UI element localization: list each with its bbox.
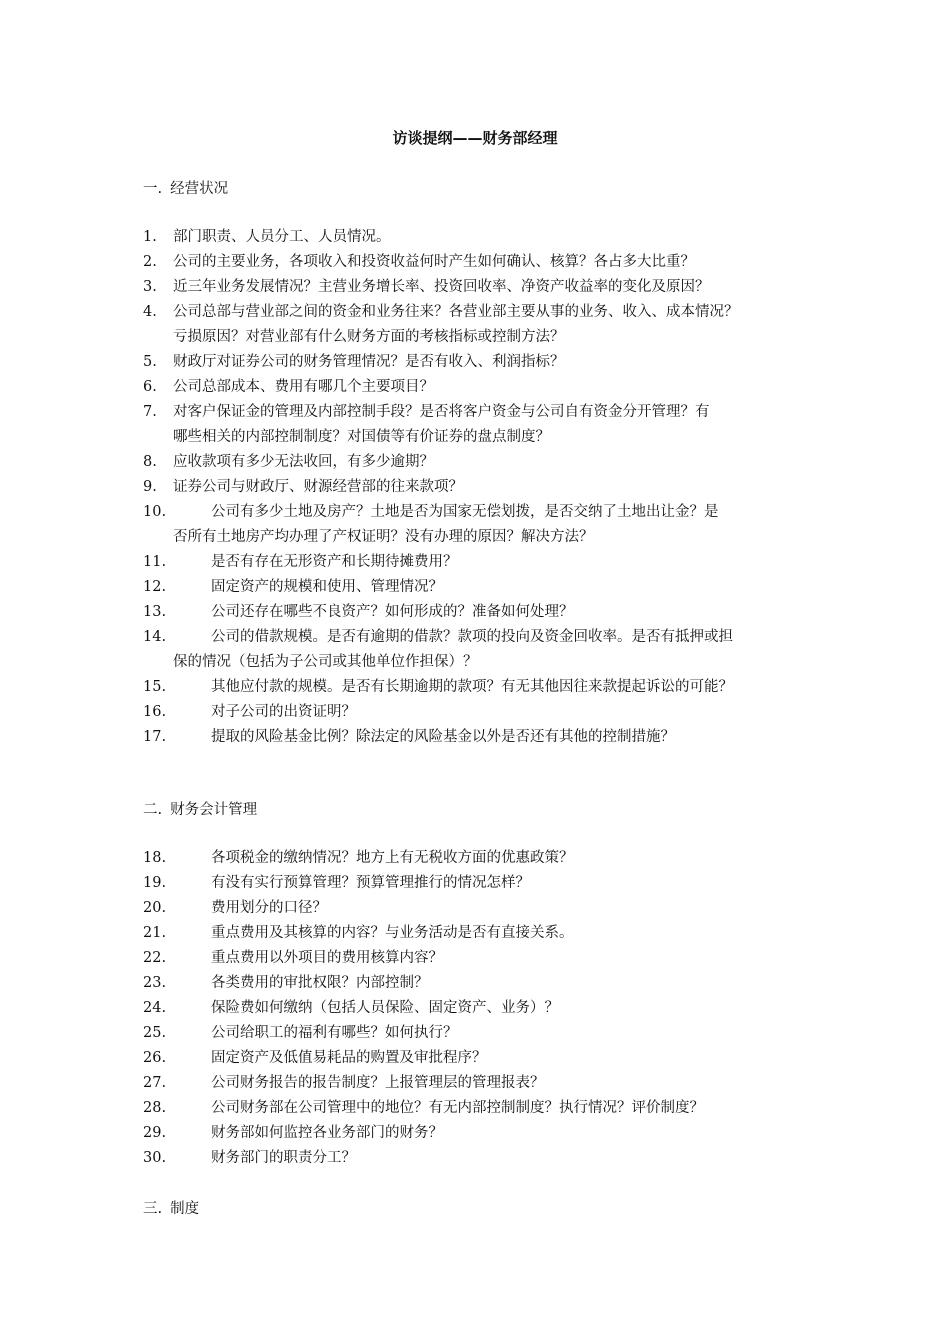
item-number: 15.: [143, 679, 167, 695]
item-number: 16.: [143, 704, 167, 720]
list-item: [143, 871, 833, 896]
item-number: 30.: [143, 1150, 167, 1166]
item-continuation-line: 哪些相关的内部控制制度？对国债等有价证券的盘点制度？: [173, 429, 550, 445]
item-number: 3.: [143, 279, 157, 295]
section-number: 三.: [143, 1201, 163, 1217]
item-line: 是否有存在无形资产和长期待摊费用？: [211, 554, 458, 570]
item-line: 费用划分的口径？: [211, 900, 327, 916]
item-number: 28.: [143, 1100, 167, 1116]
item-number: 7.: [143, 404, 157, 420]
item-line: 公司总部与营业部之间的资金和业务往来？各营业部主要从事的业务、收入、成本情况？: [173, 304, 739, 320]
item-line: 各类费用的审批权限？内部控制？: [211, 975, 429, 991]
item-line: 近三年业务发展情况？主营业务增长率、投资回收率、净资产收益率的变化及原因？: [173, 279, 710, 295]
item-text: [143, 450, 833, 475]
item-line: 公司给职工的福利有哪些？如何执行？: [211, 1025, 458, 1041]
item-line: 固定资产及低值易耗品的购置及审批程序？: [211, 1050, 487, 1066]
item-line: 证券公司与财政厅、财源经营部的往来款项？: [173, 479, 463, 495]
list-item: [143, 375, 833, 400]
list-item: [143, 225, 833, 250]
item-line: 公司财务部在公司管理中的地位？有无内部控制制度？执行情况？评价制度？: [211, 1100, 704, 1116]
list-item: [143, 625, 833, 675]
item-text: [143, 971, 833, 996]
section-title: 制度: [170, 1201, 200, 1217]
list-item: [143, 971, 833, 996]
item-text: [143, 625, 833, 675]
item-line: 公司还存在哪些不良资产？如何形成的？准备如何处理？: [211, 604, 574, 620]
list-item: [143, 896, 833, 921]
item-text: [143, 275, 833, 300]
list-item: [143, 725, 833, 750]
item-text: [143, 846, 833, 871]
item-number: 1.: [143, 229, 157, 245]
item-line: 有没有实行预算管理？预算管理推行的情况怎样？: [211, 875, 530, 891]
item-number: 23.: [143, 975, 167, 991]
item-number: 4.: [143, 304, 157, 320]
list-item: [143, 946, 833, 971]
section-number: 二.: [143, 802, 163, 818]
item-text: [143, 675, 833, 700]
item-text: [143, 550, 833, 575]
item-line: 提取的风险基金比例？除法定的风险基金以外是否还有其他的控制措施？: [211, 729, 675, 745]
item-number: 13.: [143, 604, 167, 620]
list-item: [143, 550, 833, 575]
item-text: [143, 500, 833, 550]
item-line: 重点费用及其核算的内容？与业务活动是否有直接关系。: [211, 925, 574, 941]
list-item: [143, 400, 833, 450]
item-line: 部门职责、人员分工、人员情况。: [173, 229, 391, 245]
section-number: 一.: [143, 181, 163, 197]
section-heading-2: [143, 798, 257, 819]
item-text: [143, 300, 833, 350]
item-line: 其他应付款的规模。是否有长期逾期的款项？有无其他因往来款提起诉讼的可能？: [211, 679, 733, 695]
item-line: 财务部门的职责分工？: [211, 1150, 356, 1166]
section-title: 财务会计管理: [170, 802, 258, 818]
item-line: 保险费如何缴纳（包括人员保险、固定资产、业务）？: [211, 1000, 559, 1016]
item-line: 重点费用以外项目的费用核算内容？: [211, 950, 443, 966]
item-line: 对子公司的出资证明？: [211, 704, 356, 720]
list-item: [143, 500, 833, 550]
item-line: 应收款项有多少无法收回，有多少逾期？: [173, 454, 434, 470]
list-item: [143, 921, 833, 946]
list-item: [143, 700, 833, 725]
item-line: 财务部如何监控各业务部门的财务？: [211, 1125, 443, 1141]
section-1-list: [143, 225, 833, 750]
item-text: [143, 946, 833, 971]
item-number: 6.: [143, 379, 157, 395]
list-item: [143, 1121, 833, 1146]
list-item: [143, 996, 833, 1021]
item-text: [143, 725, 833, 750]
section-heading-3: [143, 1197, 199, 1218]
item-line: 公司总部成本、费用有哪几个主要项目？: [173, 379, 434, 395]
item-number: 22.: [143, 950, 167, 966]
list-item: [143, 1021, 833, 1046]
item-number: 14.: [143, 629, 167, 645]
item-line: 固定资产的规模和使用、管理情况？: [211, 579, 443, 595]
item-number: 25.: [143, 1025, 167, 1041]
item-text: [143, 1071, 833, 1096]
item-continuation-line: 保的情况（包括为子公司或其他单位作担保）？: [173, 654, 478, 670]
item-number: 19.: [143, 875, 167, 891]
item-line: 公司有多少土地及房产？土地是否为国家无偿划拨，是否交纳了土地出让金？是: [211, 504, 719, 520]
item-number: 26.: [143, 1050, 167, 1066]
item-text: [143, 575, 833, 600]
item-number: 24.: [143, 1000, 167, 1016]
item-continuation-line: 亏损原因？对营业部有什么财务方面的考核指标或控制方法？: [173, 329, 565, 345]
item-text: [143, 1021, 833, 1046]
list-item: [143, 275, 833, 300]
item-continuation-line: 否所有土地房产均办理了产权证明？没有办理的原因？解决方法？: [173, 529, 594, 545]
item-number: 18.: [143, 850, 167, 866]
item-number: 9.: [143, 479, 157, 495]
section-2-list: [143, 846, 833, 1171]
list-item: [143, 350, 833, 375]
item-text: [143, 475, 833, 500]
item-line: 公司财务报告的报告制度？上报管理层的管理报表？: [211, 1075, 545, 1091]
list-item: [143, 450, 833, 475]
page-title: 访谈提纲——财务部经理: [392, 129, 558, 147]
item-text: [143, 996, 833, 1021]
item-number: 10.: [143, 504, 167, 520]
item-text: [143, 871, 833, 896]
item-text: [143, 1046, 833, 1071]
item-number: 17.: [143, 729, 167, 745]
list-item: [143, 1046, 833, 1071]
list-item: [143, 600, 833, 625]
item-line: 对客户保证金的管理及内部控制手段？是否将客户资金与公司自有资金分开管理？有: [173, 404, 710, 420]
list-item: [143, 250, 833, 275]
item-text: [143, 350, 833, 375]
item-text: [143, 1121, 833, 1146]
item-text: [143, 375, 833, 400]
item-number: 5.: [143, 354, 157, 370]
list-item: [143, 300, 833, 350]
item-line: 公司的借款规模。是否有逾期的借款？款项的投向及资金回收率。是否有抵押或担: [211, 629, 733, 645]
item-number: 2.: [143, 254, 157, 270]
item-text: [143, 600, 833, 625]
item-text: [143, 1146, 833, 1171]
item-number: 11.: [143, 554, 167, 570]
item-text: [143, 250, 833, 275]
item-text: [143, 225, 833, 250]
list-item: [143, 1096, 833, 1121]
list-item: [143, 575, 833, 600]
item-text: [143, 1096, 833, 1121]
list-item: [143, 675, 833, 700]
item-number: 12.: [143, 579, 167, 595]
list-item: [143, 475, 833, 500]
item-line: 各项税金的缴纳情况？地方上有无税收方面的优惠政策？: [211, 850, 574, 866]
item-number: 29.: [143, 1125, 167, 1141]
item-text: [143, 400, 833, 450]
section-heading-1: [143, 177, 228, 198]
item-line: 公司的主要业务，各项收入和投资收益何时产生如何确认、核算？各占多大比重？: [173, 254, 695, 270]
item-number: 8.: [143, 454, 157, 470]
list-item: [143, 1146, 833, 1171]
item-text: [143, 896, 833, 921]
section-title: 经营状况: [170, 181, 229, 197]
item-line: 财政厅对证券公司的财务管理情况？是否有收入、利润指标？: [173, 354, 565, 370]
list-item: [143, 846, 833, 871]
item-number: 21.: [143, 925, 167, 941]
item-number: 20.: [143, 900, 167, 916]
item-number: 27.: [143, 1075, 167, 1091]
list-item: [143, 1071, 833, 1096]
item-text: [143, 700, 833, 725]
item-text: [143, 921, 833, 946]
